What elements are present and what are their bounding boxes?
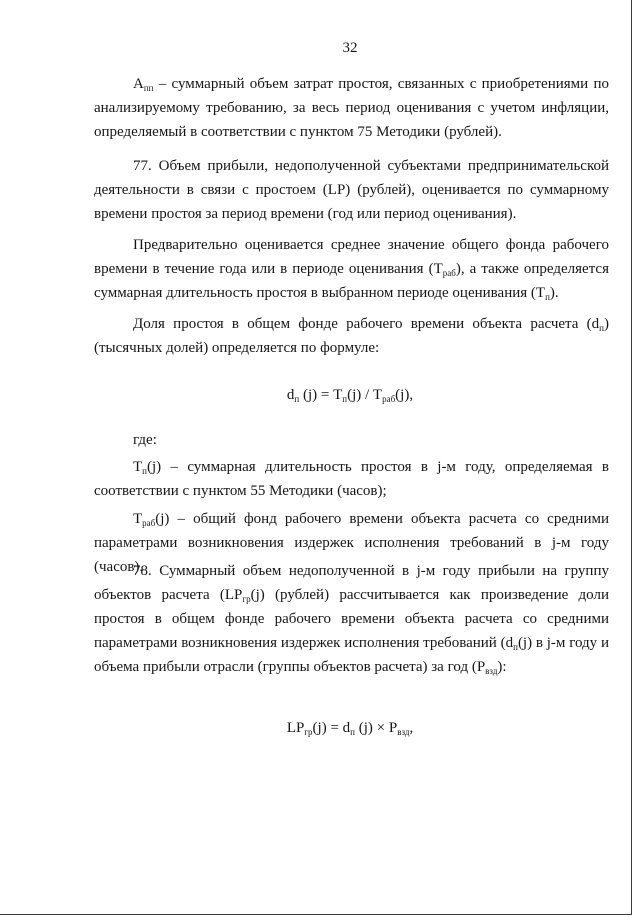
p-vzd-sub: взд [485, 666, 498, 676]
formula-mid-2: (j) / T [347, 387, 383, 403]
symbol-a: A [133, 76, 144, 92]
paragraph-preliminary-text-a: Предварительно оценивается среднее значение общего фонда рабочего времени в течение года или в периоде оценивания (T [94, 237, 609, 277]
paragraph-share-text-a: Доля простоя в общем фонде рабочего времени объекта расчета (d [133, 316, 600, 332]
definition-t-rab-symbol: T [133, 511, 143, 527]
paragraph-a-pp-text: – суммарный объем затрат простоя, связанных с приобретениями по анализируемому требованию, за весь период оценивания с учетом инфляции, определяемый в соответствии с пунктом 75 Методики (рублей). [94, 76, 609, 140]
page-number: 32 [342, 40, 358, 56]
formula2-p-sub: взд [397, 727, 410, 737]
formula-t-sub: п [342, 394, 348, 404]
formula-d-sub: п [294, 394, 300, 404]
paragraph-77 [94, 154, 609, 226]
paragraph-preliminary-text-c: ). [549, 285, 559, 301]
paragraph-preliminary [94, 233, 609, 305]
definition-t-rab-text: (j) – общий фонд рабочего времени объекта расчета со средними параметрами возникновения издержек исполнения требований в j-м году (часов). [94, 511, 609, 575]
paragraph-preliminary-text-b: ), а также определяется суммарная длительность простоя в выбранном периоде оценивания (T [94, 261, 609, 301]
definition-t-p [94, 455, 609, 503]
t-p-sub: п [545, 292, 550, 302]
formula2-mid-2: (j) × P [354, 720, 398, 736]
paragraph-share [94, 312, 609, 360]
formula-lost-profit [0, 716, 640, 740]
formula-d: d [286, 387, 295, 403]
t-rab-sub: раб [442, 268, 456, 278]
formula2-lp-sub: гр [304, 727, 313, 737]
formula-mid-1: (j) = T [299, 387, 343, 403]
formula-share [0, 383, 640, 407]
paragraph-share-text-b: ) (тысячных долей) определяется по формуле: [94, 316, 609, 356]
formula-trab-sub: раб [382, 394, 396, 404]
formula-end: (j), [395, 387, 414, 403]
where-label: где: [133, 432, 157, 448]
lp-gr-sub: гр [242, 594, 251, 604]
formula2-end: , [409, 720, 414, 736]
formula2-d-sub: п [350, 727, 355, 737]
paragraph-78-text-c: (j) в j-м году и объема прибыли отрасли (группы объектов расчета) за год (P [94, 635, 609, 675]
paragraph-a-pp [94, 72, 609, 144]
paragraph-78 [94, 559, 609, 679]
symbol-a-sub: пп [143, 83, 154, 93]
definition-t-p-symbol: T [133, 459, 143, 475]
paragraph-77-text: 77. Объем прибыли, недополученной субъектами предпринимательской деятельности в связи с простоем (LP) (рублей), оценивается по суммарному времени простоя за период времени (год или период оценивания). [94, 158, 609, 222]
formula2-lp: LP [286, 720, 305, 736]
paragraph-78-text-a: 78. Суммарный объем недополученной в j-м году прибыли на группу объектов расчета (LP [94, 563, 609, 603]
d-p-sub: п [599, 323, 604, 333]
paragraph-78-d-p-sub: п [513, 642, 518, 652]
definition-t-rab-sub: раб [142, 518, 156, 528]
paragraph-78-text-b: (j) (рублей) рассчитывается как произведение доли простоя в общем фонде рабочего времени объекта расчета со средними параметрами возникновения издержек исполнения требований (d [94, 587, 609, 651]
formula2-mid: (j) = d [312, 720, 351, 736]
definition-t-p-sub: п [142, 466, 147, 476]
paragraph-78-text-d: ): [497, 659, 507, 675]
definition-t-p-text: (j) – суммарная длительность простоя в j-м году, определяемая в соответствии с пунктом 55 Методики (часов); [94, 459, 609, 499]
